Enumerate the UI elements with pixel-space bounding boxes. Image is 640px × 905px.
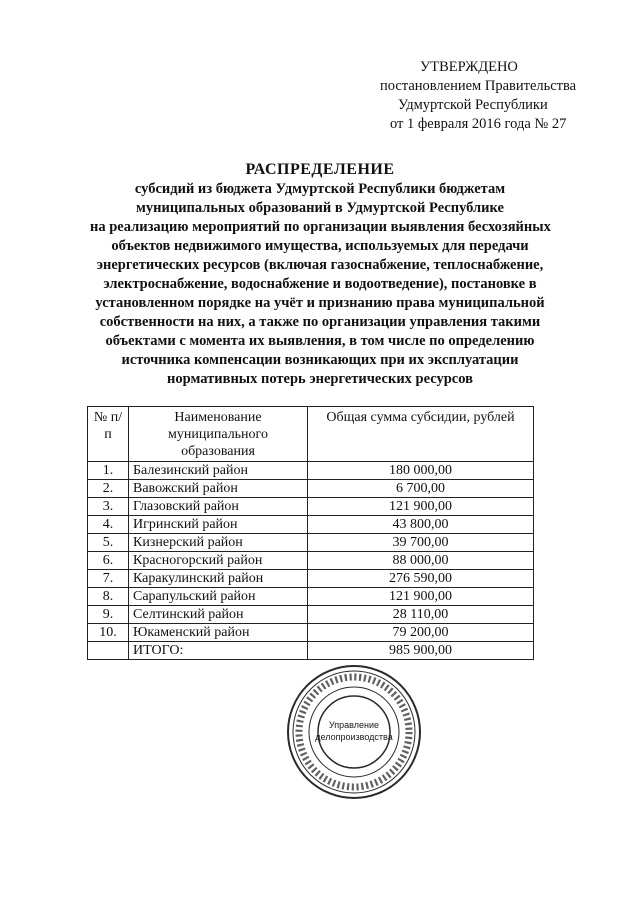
header-num: № п/п [88, 407, 129, 462]
document-heading: РАСПРЕДЕЛЕНИЕ [245, 161, 395, 178]
row-sum: 39 700,00 [308, 534, 534, 552]
title-line: на реализацию мероприятий по организации выявления бесхозяйных [90, 219, 551, 235]
row-num: 6. [88, 552, 129, 570]
stamp-center-line-1: Управление [328, 720, 380, 730]
table-row [88, 552, 534, 570]
title-line: собственности на них, а также по организации управления такими [99, 314, 541, 330]
approval-line-1: постановлением Правительства [380, 78, 577, 94]
approval-title: УТВЕРЖДЕНО [420, 59, 518, 75]
approval-block [372, 58, 602, 134]
row-sum: 276 590,00 [308, 570, 534, 588]
title-line: муниципальных образований в Удмуртской Республике [136, 200, 504, 216]
row-name: Балезинский район [129, 462, 308, 480]
row-name: Юкаменский район [129, 624, 308, 642]
total-num [88, 642, 129, 660]
table-row [88, 516, 534, 534]
row-sum: 6 700,00 [308, 480, 534, 498]
table-row [88, 498, 534, 516]
title-line: объектами с момента их выявления, в том числе по определению [105, 333, 535, 349]
table-row [88, 624, 534, 642]
title-line: нормативных потерь энергетических ресурсов [167, 371, 473, 387]
title-line: источника компенсации возникающих при их эксплуатации [121, 352, 519, 368]
title-line: электроснабжение, водоснабжение и водоотведение), постановке в [103, 276, 537, 292]
title-line: объектов недвижимого имущества, используемых для передачи [111, 238, 529, 254]
title-line: энергетических ресурсов (включая газоснабжение, теплоснабжение, [96, 257, 544, 273]
row-sum: 121 900,00 [308, 498, 534, 516]
row-sum: 79 200,00 [308, 624, 534, 642]
row-sum: 180 000,00 [308, 462, 534, 480]
row-num: 1. [88, 462, 129, 480]
table-row [88, 462, 534, 480]
table-row [88, 570, 534, 588]
row-name: Глазовский район [129, 498, 308, 516]
row-num: 2. [88, 480, 129, 498]
table-total-row [88, 642, 534, 660]
table-row [88, 480, 534, 498]
row-num: 8. [88, 588, 129, 606]
table-header-row [88, 407, 534, 462]
title-line: субсидий из бюджета Удмуртской Республики бюджетам [134, 181, 506, 197]
row-name: Игринский район [129, 516, 308, 534]
table-row [88, 606, 534, 624]
table-row [88, 588, 534, 606]
subsidy-table [87, 406, 534, 660]
approval-line-2: Удмуртской Республики [398, 97, 548, 113]
row-num: 5. [88, 534, 129, 552]
row-name: Селтинский район [129, 606, 308, 624]
header-name: Наименование муниципального образования [129, 407, 308, 462]
row-num: 10. [88, 624, 129, 642]
row-name: Вавожский район [129, 480, 308, 498]
row-num: 9. [88, 606, 129, 624]
official-stamp [286, 664, 422, 800]
row-name: Сарапульский район [129, 588, 308, 606]
table-row [88, 534, 534, 552]
row-sum: 88 000,00 [308, 552, 534, 570]
approval-line-3: от 1 февраля 2016 года № 27 [390, 116, 567, 132]
row-sum: 28 110,00 [308, 606, 534, 624]
row-num: 4. [88, 516, 129, 534]
row-sum: 43 800,00 [308, 516, 534, 534]
document-title [90, 160, 550, 389]
row-name: Кизнерский район [129, 534, 308, 552]
header-sum: Общая сумма субсидии, рублей [308, 407, 534, 462]
row-sum: 121 900,00 [308, 588, 534, 606]
row-name: Каракулинский район [129, 570, 308, 588]
row-name: Красногорский район [129, 552, 308, 570]
stamp-center-line-2: делопроизводства [315, 732, 393, 742]
title-line: установленном порядке на учёт и признанию права муниципальной [95, 295, 545, 311]
row-num: 7. [88, 570, 129, 588]
total-label: ИТОГО: [129, 642, 308, 660]
row-num: 3. [88, 498, 129, 516]
total-sum: 985 900,00 [308, 642, 534, 660]
